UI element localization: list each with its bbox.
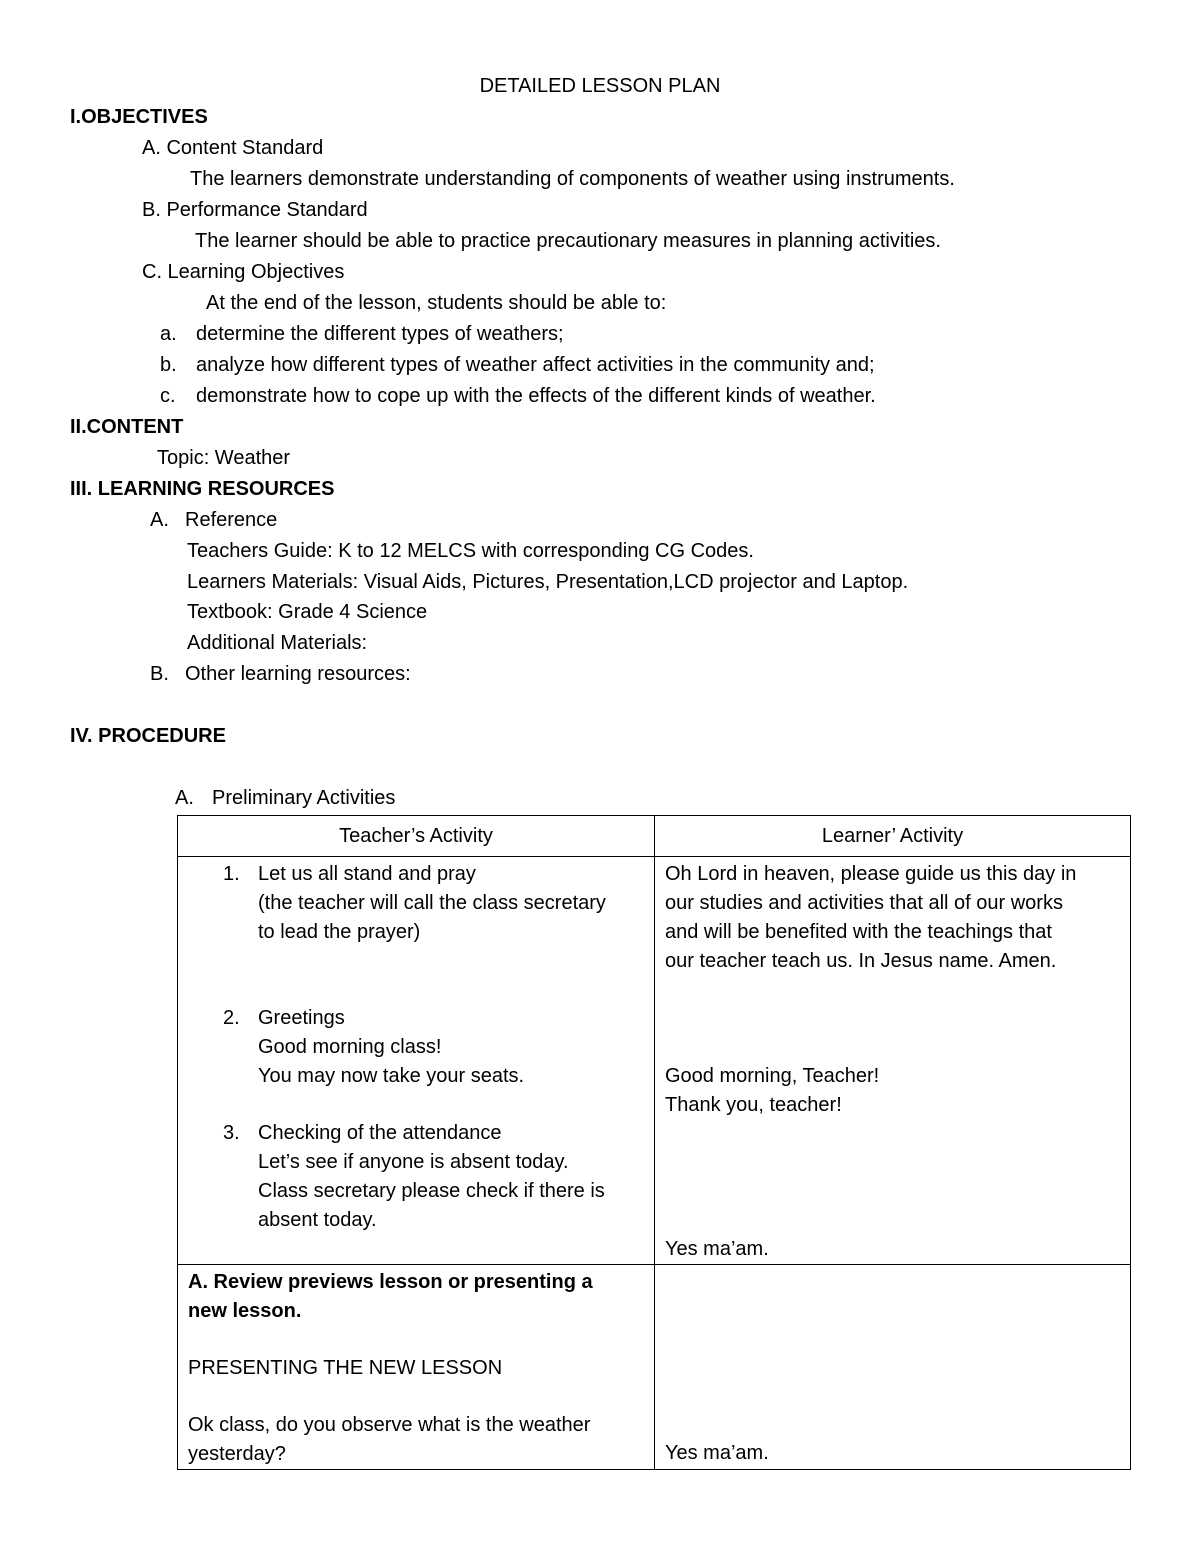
content-standard-text: The learners demonstrate understanding of components of weather using instruments. bbox=[190, 168, 955, 190]
resource-line-teachers-guide: Teachers Guide: K to 12 MELCS with corresponding CG Codes. bbox=[187, 540, 754, 562]
objective-item-a: determine the different types of weathers; bbox=[196, 323, 564, 345]
item-line: Class secretary please check if there is bbox=[258, 1180, 605, 1202]
item-line: Let us all stand and pray bbox=[258, 863, 476, 885]
review-subheading: PRESENTING THE NEW LESSON bbox=[188, 1357, 503, 1379]
item-line: You may now take your seats. bbox=[258, 1065, 525, 1087]
item-line: (the teacher will call the class secretary bbox=[258, 892, 606, 914]
preliminary-label: Preliminary Activities bbox=[212, 787, 396, 809]
objective-item-b: analyze how different types of weather affect activities in the community and; bbox=[196, 354, 875, 376]
learner-prayer bbox=[655, 860, 1130, 976]
objective-marker-c: c. bbox=[160, 385, 176, 407]
item-number: 3. bbox=[223, 1122, 240, 1144]
review-cell bbox=[178, 1265, 655, 1470]
response-line: Oh Lord in heaven, please guide us this day in bbox=[665, 863, 1077, 885]
list-item bbox=[178, 1119, 654, 1235]
resource-line-textbook: Textbook: Grade 4 Science bbox=[187, 601, 428, 623]
resource-line-learners-materials: Learners Materials: Visual Aids, Pictures, Presentation,LCD projector and Laptop. bbox=[187, 571, 909, 593]
review-heading: A. Review previews lesson or presenting a bbox=[188, 1271, 593, 1293]
response-line: Good morning, Teacher! bbox=[665, 1065, 880, 1087]
review-question: Ok class, do you observe what is the weather bbox=[188, 1414, 591, 1436]
table-header-row bbox=[178, 816, 1131, 857]
response-line: Thank you, teacher! bbox=[665, 1094, 842, 1116]
list-item bbox=[178, 1004, 654, 1091]
table-row bbox=[178, 1265, 1131, 1470]
item-line: Greetings bbox=[258, 1007, 345, 1029]
content-standard-label: A. Content Standard bbox=[142, 137, 324, 159]
response-line: our teacher teach us. In Jesus name. Amen. bbox=[665, 950, 1057, 972]
performance-standard-label: B. Performance Standard bbox=[142, 199, 368, 221]
review-question: yesterday? bbox=[188, 1443, 286, 1465]
resources-heading: III. LEARNING RESOURCES bbox=[70, 478, 335, 500]
other-resources-label: Other learning resources: bbox=[185, 663, 411, 685]
learning-objectives-intro: At the end of the lesson, students should be able to: bbox=[206, 292, 667, 314]
response-line: Yes ma’am. bbox=[665, 1238, 769, 1260]
teacher-activity-header: Teacher’s Activity bbox=[178, 816, 655, 857]
content-heading: II.CONTENT bbox=[70, 416, 184, 438]
item-line: Good morning class! bbox=[258, 1036, 442, 1058]
item-line: to lead the prayer) bbox=[258, 921, 421, 943]
objectives-heading: I.OBJECTIVES bbox=[70, 106, 208, 128]
teacher-activity-cell bbox=[178, 857, 655, 1265]
review-heading: new lesson. bbox=[188, 1300, 302, 1322]
preliminary-marker: A. bbox=[175, 787, 194, 809]
procedure-table bbox=[177, 815, 1131, 1470]
content-topic: Topic: Weather bbox=[157, 447, 291, 469]
resource-line-additional: Additional Materials: bbox=[187, 632, 368, 654]
procedure-heading: IV. PROCEDURE bbox=[70, 725, 226, 747]
response-line: our studies and activities that all of our works bbox=[665, 892, 1063, 914]
table-row bbox=[178, 857, 1131, 1265]
learner-activity-header: Learner’ Activity bbox=[655, 816, 1131, 857]
objective-item-c: demonstrate how to cope up with the effects of the different kinds of weather. bbox=[196, 385, 876, 407]
performance-standard-text: The learner should be able to practice precautionary measures in planning activities. bbox=[195, 230, 941, 252]
list-item bbox=[178, 860, 654, 947]
objective-marker-b: b. bbox=[160, 354, 177, 376]
other-resources-marker: B. bbox=[150, 663, 169, 685]
item-line: Let’s see if anyone is absent today. bbox=[258, 1151, 569, 1173]
learner-activity-cell bbox=[655, 857, 1131, 1265]
item-number: 1. bbox=[223, 863, 240, 885]
review-response-cell bbox=[655, 1265, 1131, 1470]
learner-attendance bbox=[655, 1235, 1130, 1264]
reference-marker: A. bbox=[150, 509, 169, 531]
learner-greetings bbox=[655, 1033, 1130, 1120]
document-title: DETAILED LESSON PLAN bbox=[479, 75, 721, 97]
item-number: 2. bbox=[223, 1007, 240, 1029]
response-line: and will be benefited with the teachings that bbox=[665, 921, 1052, 943]
review-response: Yes ma’am. bbox=[665, 1442, 769, 1464]
reference-label: Reference bbox=[185, 509, 278, 531]
learning-objectives-label: C. Learning Objectives bbox=[142, 261, 345, 283]
item-line: Checking of the attendance bbox=[258, 1122, 502, 1144]
item-line: absent today. bbox=[258, 1209, 377, 1231]
objective-marker-a: a. bbox=[160, 323, 177, 345]
